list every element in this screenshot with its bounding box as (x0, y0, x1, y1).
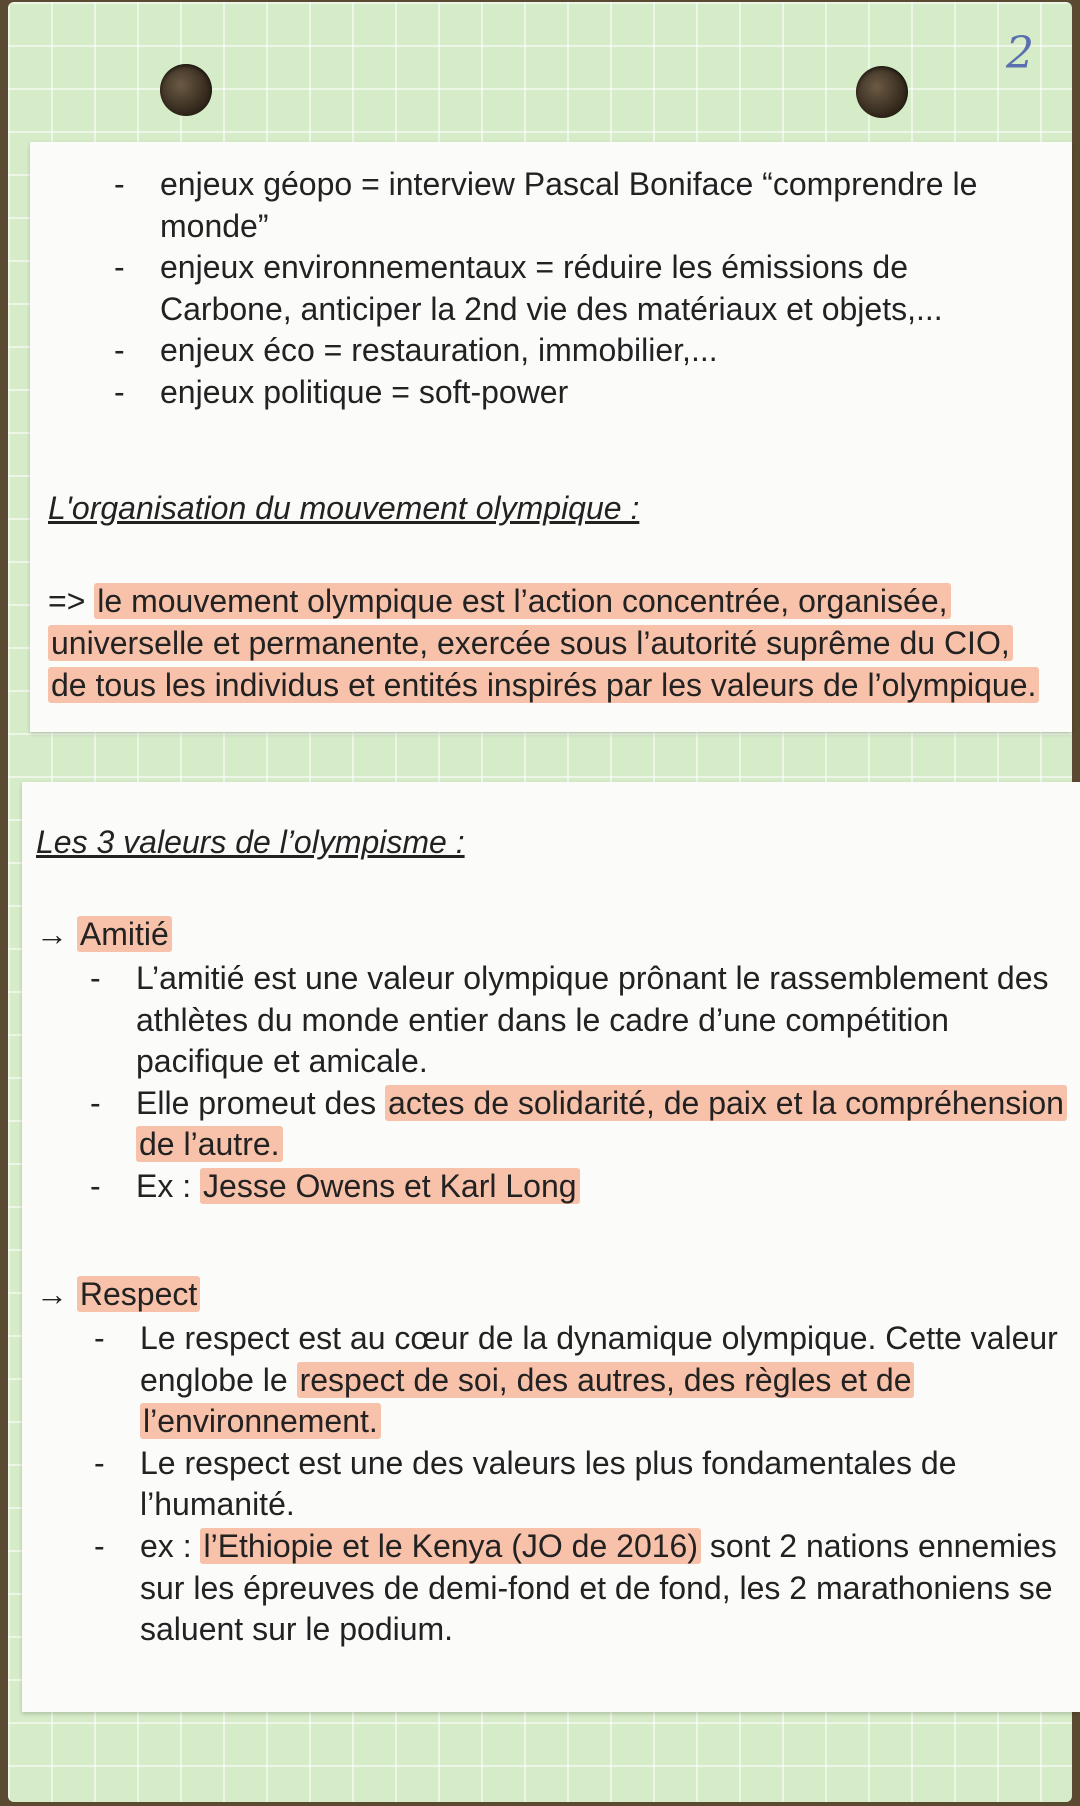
list-item: - Le respect est une des valeurs les plus fondamentales de l’humanité. (94, 1444, 957, 1523)
notes-sheet-bottom (22, 782, 1080, 1712)
index-card (8, 2, 1072, 1802)
punch-hole-right (856, 66, 908, 118)
section-heading-organisation: L'organisation du mouvement olympique : (48, 490, 640, 526)
arrow-icon: => (48, 583, 86, 619)
stakes-list (114, 164, 1040, 414)
value-title-respect: → Respect (36, 1276, 200, 1313)
section-heading-values: Les 3 valeurs de l’olympisme : (36, 824, 465, 860)
list-item: - Ex : Jesse Owens et Karl Long (136, 1166, 1066, 1208)
list-item: - enjeux politique = soft-power (114, 373, 569, 410)
amitie-list (90, 958, 1066, 1208)
list-item: - L’amitié est une valeur olympique prônant le rassemblement des athlètes du monde entier dans le cadre d’une compétition pacifique et amicale. (90, 960, 1049, 1080)
list-item: - enjeux éco = restauration, immobilier,... (114, 332, 718, 369)
list-item: - ex : l’Ethiopie et le Kenya (JO de 2016) sont 2 nations ennemies sur les épreuves de demi-fond et de fond, les 2 marathoniens se saluent sur le podium. (94, 1527, 1057, 1648)
definition-paragraph (48, 580, 1048, 707)
list-item: - Le respect est au cœur de la dynamique olympique. Cette valeur englobe le respect de soi, des autres, des règles et de l’environnement. (94, 1320, 1058, 1440)
page-number: 2 (1006, 28, 1034, 79)
highlighted-definition: le mouvement olympique est l’action concentrée, organisée, universelle et permanente, exercée sous l’autorité suprême du CIO, de tous les individus et entités inspirés par les valeurs de l’olympique. (48, 583, 1039, 703)
respect-list (94, 1318, 1066, 1651)
punch-hole-left (160, 64, 212, 116)
notes-sheet-top (30, 142, 1072, 732)
list-item: - Elle promeut des actes de solidarité, de paix et la compréhension de l’autre. (136, 1083, 1066, 1166)
value-title-amitie: → Amitié (36, 916, 172, 953)
list-item: - enjeux géopo = interview Pascal Boniface “comprendre le monde” (114, 166, 978, 244)
arrow-right-icon: → (36, 916, 68, 952)
arrow-right-icon: → (36, 1276, 68, 1312)
list-item: - enjeux environnementaux = réduire les émissions de Carbone, anticiper la 2nd vie des matériaux et objets,... (114, 249, 943, 327)
